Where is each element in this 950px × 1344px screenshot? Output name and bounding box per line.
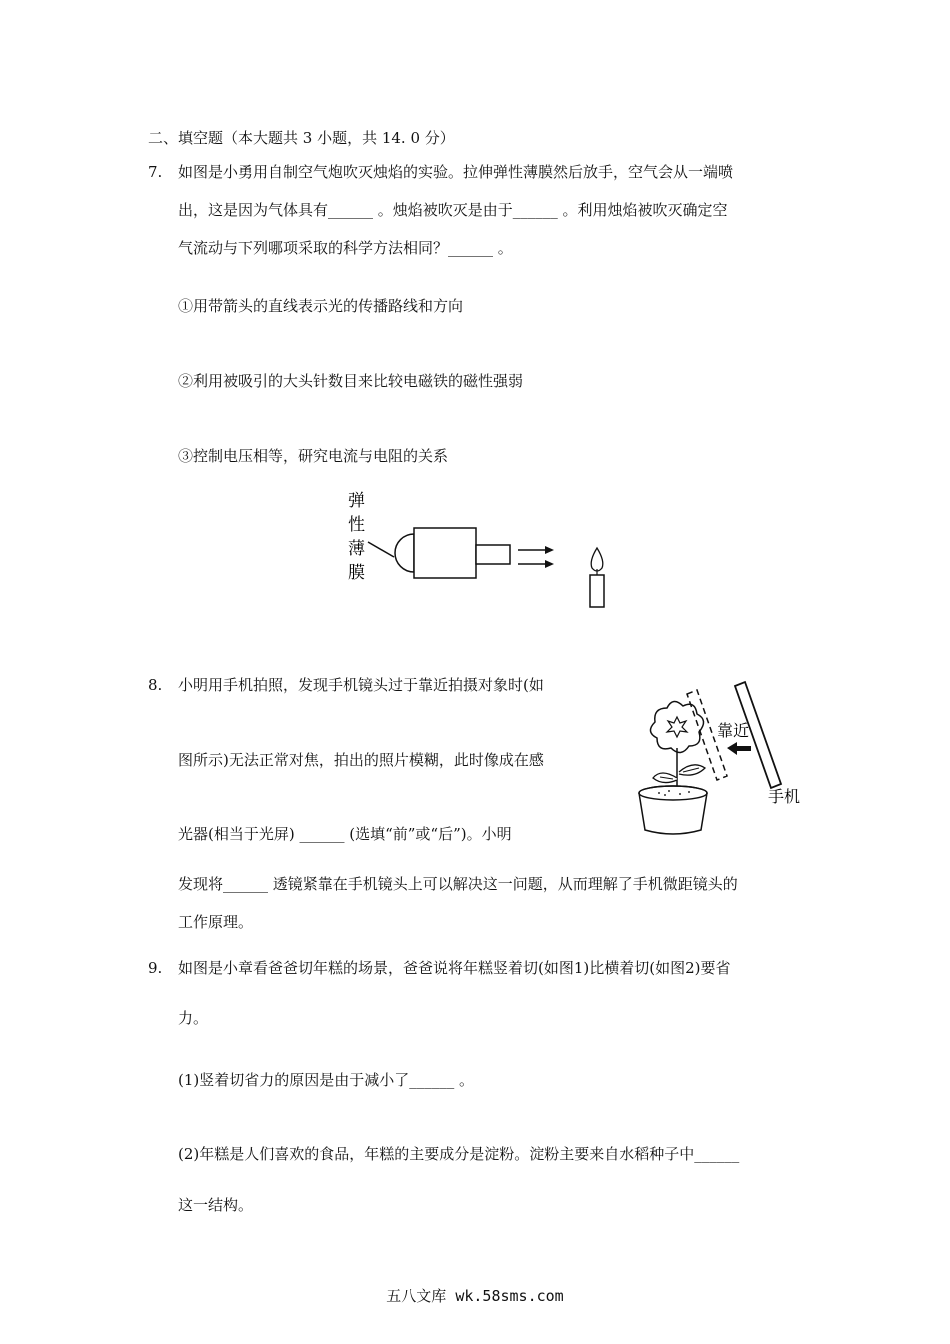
question-text-line: 出，这是因为气体具有______ 。烛焰被吹灭是由于______ 。利用烛焰被吹灭确定空 (178, 201, 728, 219)
question-text-line: 光器(相当于光屏) ______ (选填“前”或“后”)。小明 (178, 825, 512, 843)
flame-icon (591, 548, 603, 571)
section-title: 二、填空题（本大题共 3 小题，共 14. 0 分） (148, 129, 455, 147)
question-number: 8. (148, 676, 163, 694)
option-2: ②利用被吸引的大头针数目来比较电磁铁的磁性强弱 (178, 372, 524, 390)
air-flow-arrows (518, 546, 554, 568)
figure-label-char: 膜 (348, 563, 365, 583)
figure-label-char: 弹 (348, 491, 365, 511)
figure-label-char: 性 (348, 515, 365, 535)
option-3: ③控制电压相等，研究电流与电阻的关系 (178, 447, 449, 465)
phone-flower-figure (625, 680, 820, 840)
cannon-nozzle (476, 545, 510, 564)
question-text-line: 这一结构。 (178, 1196, 254, 1214)
air-cannon-figure (330, 485, 630, 615)
page-footer: 五八文库 wk.58sms.com (386, 1287, 564, 1305)
cannon-body (414, 528, 476, 578)
question-number: 7. (148, 163, 163, 181)
flower-pot (639, 786, 707, 834)
option-1: ①用带箭头的直线表示光的传播路线和方向 (178, 297, 464, 315)
figure-label-char: 薄 (348, 539, 365, 559)
question-text-line: 气流动与下列哪项采取的科学方法相同？______ 。 (178, 239, 513, 257)
sub-question-1: (1)竖着切省力的原因是由于减小了______ 。 (178, 1071, 475, 1089)
question-text-line: 图所示)无法正常对焦，拍出的照片模糊，此时像成在感 (178, 751, 544, 769)
candle (590, 548, 604, 607)
elastic-membrane (395, 534, 414, 572)
question-text-line: 力。 (178, 1009, 209, 1027)
label-leader-line (368, 542, 394, 557)
question-text-line: 发现将______ 透镜紧靠在手机镜头上可以解决这一问题，从而理解了手机微距镜头的 (178, 875, 738, 893)
near-label: 靠近 (717, 721, 750, 740)
question-number: 9. (148, 959, 163, 977)
question-text-line: 如图是小章看爸爸切年糕的场景，爸爸说将年糕竖着切(如图1)比横着切(如图2)要省 (178, 959, 731, 977)
flower-icon (650, 701, 705, 792)
arrow-left-icon (727, 742, 751, 755)
question-text-line: 如图是小勇用自制空气炮吹灭烛焰的实验。拉伸弹性薄膜然后放手，空气会从一端喷 (178, 163, 734, 181)
question-text-line: 工作原理。 (178, 913, 254, 931)
phone-label: 手机 (768, 787, 801, 806)
question-text-line: 小明用手机拍照，发现手机镜头过于靠近拍摄对象时(如 (178, 676, 544, 694)
sub-question-2: (2)年糕是人们喜欢的食品，年糕的主要成分是淀粉。淀粉主要来自水稻种子中______ (178, 1145, 740, 1163)
